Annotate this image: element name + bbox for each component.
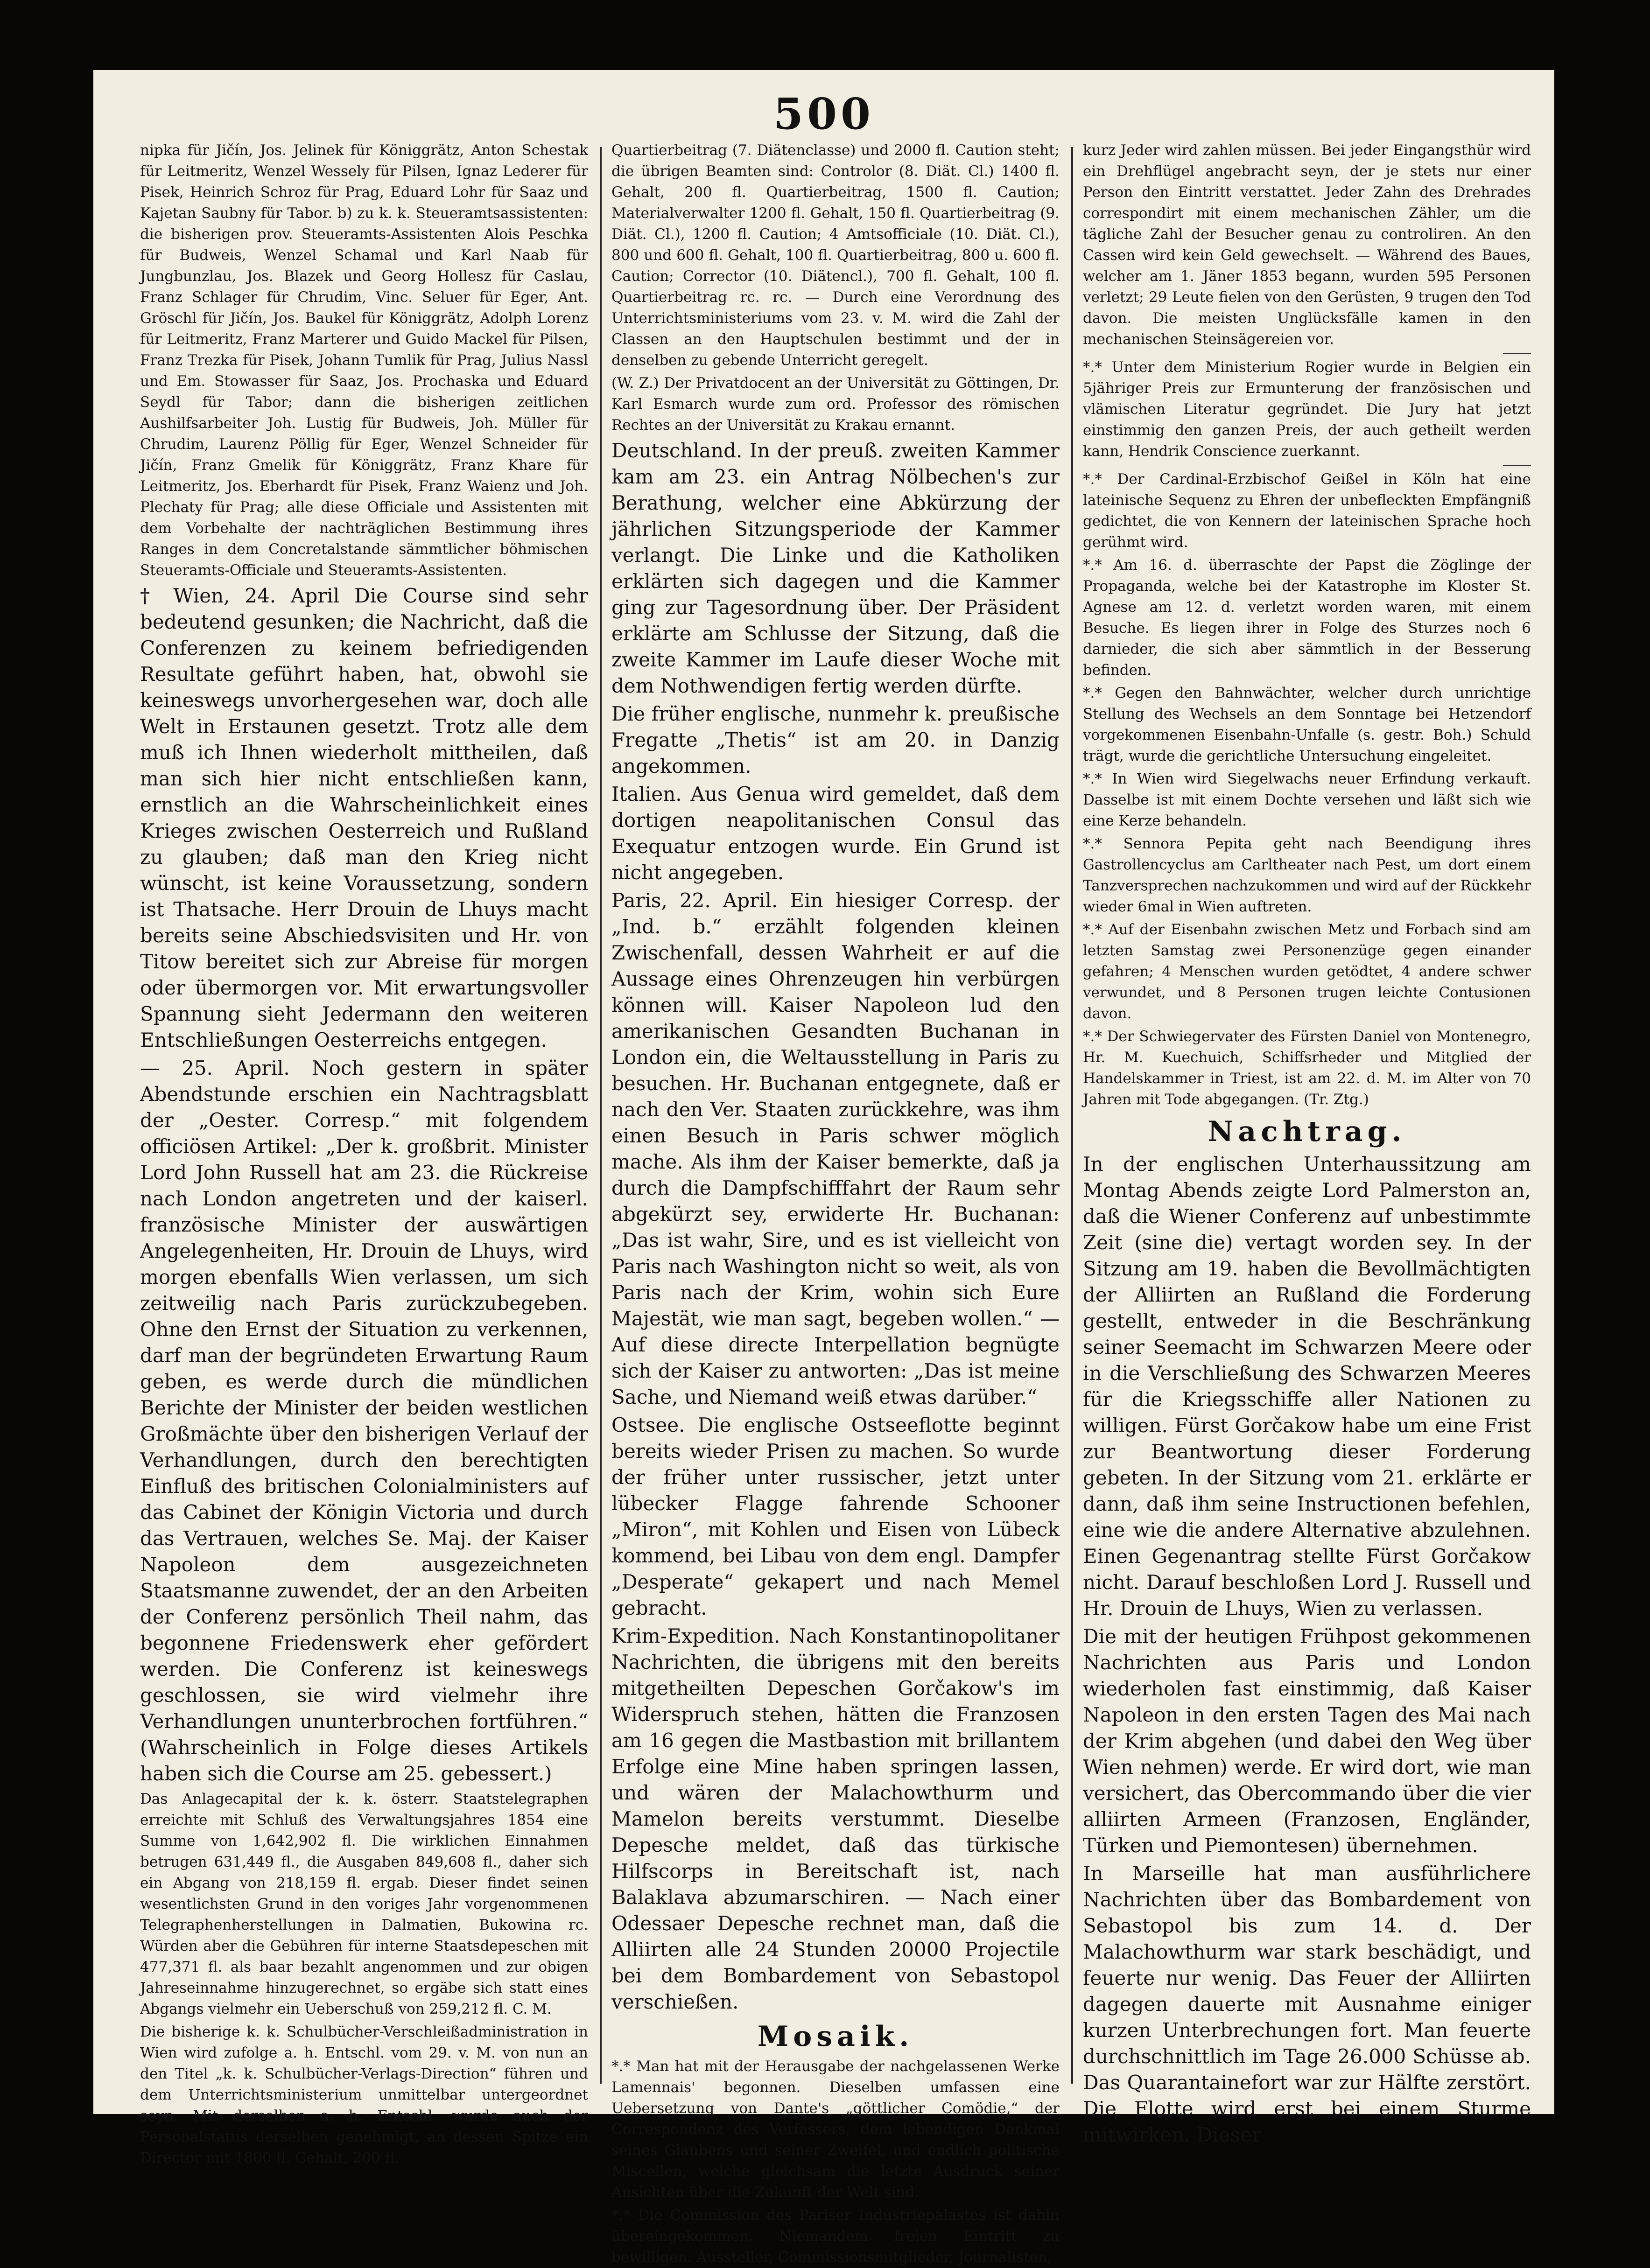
source-note: (Tr. Ztg.) <box>1304 1091 1369 1108</box>
article-ostsee: Ostsee. Die englische Ostseeflotte beginnt bereits wieder Prisen zu machen. So wurde der früher unter russischer, jetzt unter lübecker Flagge fahrende Schooner „Miron“, mit Kohlen und Eisen von Lübeck kommend, bei Libau von dem engl. Dampfer „Desperate“ gekapert und nach Memel gebracht. <box>611 1414 1060 1619</box>
nachtrag-fruehpost: Die mit der heutigen Frühpost gekommenen Nachrichten aus Paris und London wiederholen fast einstimmig, daß Kaiser Napoleon in den ersten Tagen des Mai nach der Krim abgehen (und dabei den Weg über Wien nehmen) werde. Er wird dort, wie man versichert, das Obercommando über die vier alliirten Armeen (Franzosen, Engländer, Türken und Piemontesen) übernehmen. <box>1083 1624 1531 1857</box>
nachtrag-unterhaus: In der englischen Unterhaussitzung am Montag Abends zeigte Lord Palmerston an, daß die Wiener Conferenz auf unbestimmte Zeit (sine die) vertagt worden sey. In der Sitzung am 19. haben die Bevollmächtigten der Alliirten an Rußland die Forderung gestellt, entweder in die Beschränkung seiner Seemacht im Schwarzen Meere oder in die Verschließung des Schwarzen Meeres für die Kriegsschiffe aller Nationen zu willigen. Fürst Gorčakow habe um eine Frist zur Beantwortung dieser Forderung gebeten. In der Sitzung vom 21. erklärte er dann, daß ihm seine Instructionen befehlen, eine wie die andere Alternative abzulehnen. Einen Gegenantrag stellte Fürst Gorčakow nicht. Darauf beschloßen Lord J. Russell und Hr. Drouin de Lhuys, Wien zu verlassen. <box>1083 1152 1531 1620</box>
mosaik-item-lamennais: *.* Man hat mit der Herausgabe der nachgelassenen Werke Lamennais' begonnen. Dieselben umfassen eine Uebersetzung von Dante's „göttlicher Comödie,“ der Correspondenz des Verfassers, dem lebendigen Denkmal seines Glaubens und seiner Zweifel, und endlich politische Miscellen, welche gleichsam die letzte Ausdruck seiner Ansichten über die Zukunft der Welt sind. <box>611 2058 1060 2201</box>
mosaik-item-siegelwachs: *.* In Wien wird Siegelwachs neuer Erfindung verkauft. Dasselbe ist mit einem Dochte versehen und läßt sich wie eine Kerze behandeln. <box>1083 770 1531 829</box>
mosaik-item-geissel: *.* Der Cardinal-Erzbischof Geißel in Köln hat eine lateinische Sequenz zu Ehren der unbefleckten Empfängniß gedichtet, die von Kennern der lateinischen Sprache hoch gerühmt wird. <box>1083 471 1531 551</box>
article-privatdocent: (W. Z.) Der Privatdocent an der Universität zu Göttingen, Dr. Karl Esmarch wurde zum ord. Professor des römischen Rechtes an der Universität zu Krakau ernannt. <box>611 375 1060 434</box>
article-wien-25-april: — 25. April. Noch gestern in später Abendstunde erschien ein Nachtragsblatt der „Oester. Corresp.“ mit folgendem officiösen Artikel: „Der k. großbrit. Minister Lord John Russell hat am 23. die Rückreise nach London angetreten und der kaiserl. französische Minister der auswärtigen Angelegenheiten, Hr. Drouin de Lhuys, wird morgen ebenfalls Wien verlassen, um sich zeitweilig nach Paris zurückzubegeben. Ohne den Ernst der Situation zu verkennen, darf man der begründeten Erwartung Raum geben, es werde durch die mündlichen Berichte der Minister der beiden westlichen Großmächte über den bisherigen Verlauf der Verhandlungen, durch den berechtigten Einfluß des britischen Colonialministers auf das Cabinet der Königin Victoria und durch das Vertrauen, welches Se. Maj. der Kaiser Napoleon dem ausgezeichneten Staatsmanne zuwendet, der an den Arbeiten der Conferenz persönlich Theil nahm, das begonnene Friedenswerk eher gefördert werden. Die Conferenz ist keineswegs geschlossen, sie wird vielmehr ihre Verhandlungen ununterbrochen fortführen.“ (Wahrscheinlich in Folge dieses Artikels haben sich die Course am 25. gebessert.) <box>140 1057 588 1785</box>
mosaik-item-eisenbahn: *.* Auf der Eisenbahn zwischen Metz und Forbach sind am letzten Samstag zwei Personenzüge gegen einander gefahren; 4 Menschen wurden getödtet, 4 andere schwer verwundet, und 8 Personen trugen leichte Contusionen davon. <box>1083 921 1531 1022</box>
section-heading-nachtrag: Nachtrag. <box>1208 1115 1406 1148</box>
article-thetis: Die früher englische, nunmehr k. preußische Fregatte „Thetis“ ist am 20. in Danzig angekommen. <box>611 702 1060 777</box>
separator <box>1503 465 1531 466</box>
article-deutschland: Deutschland. In der preuß. zweiten Kammer kam am 23. ein Antrag Nölbechen's zur Berathung, welcher eine Abkürzung der jährlichen Sitzungsperiode der Kammer verlangt. Die Linke und die Katholiken erklärten sich dagegen und die Kammer ging zur Tagesordnung über. Der Präsident erklärte am Schlusse der Sitzung, daß die zweite Kammer im Laufe dieser Woche mit dem Nothwendigen fertig werden dürfte. <box>611 439 1060 697</box>
column-rule <box>600 147 602 2084</box>
column-right <box>1083 140 1531 2146</box>
column-middle <box>611 140 1060 2266</box>
article-paris: Paris, 22. April. Ein hiesiger Corresp. der „Ind. b.“ erzählt folgenden kleinen Zwischenfall, dessen Wahrheit er auf die Aussage eines Ohrenzeugen hin verbürgen können will. Kaiser Napoleon lud den amerikanischen Gesandten Buchanan in London ein, die Weltausstellung in Paris zu besuchen. Hr. Buchanan entgegnete, daß er nach den Ver. Staaten zurückkehre, was ihm einen Besuch in Paris schwer möglich mache. Als ihm der Kaiser bemerkte, daß ja durch die Dampfschifffahrt der Raum sehr abgekürzt sey, erwiderte Hr. Buchanan: „Das ist wahr, Sire, und es ist vielleicht von Paris nach Washington nicht so weit, als von Paris nach der Krim, wohin sich Eure Majestät, wie man sagt, begeben wollen.“ — Auf diese directe Interpellation begnügte sich der Kaiser zu antworten: „Das ist meine Sache, und Niemand weiß etwas darüber.“ <box>611 889 1060 1408</box>
column-rule <box>1071 147 1073 2084</box>
mosaik-item-eintritt: kurz Jeder wird zahlen müssen. Bei jeder Eingangsthür wird ein Drehflügel angebracht seyn, der je stets nur einer Person den Eintritt verstattet. Jeder Zahn des Drehrades correspondirt mit einem mechanischen Zähler, um die tägliche Zahl der Besucher genau zu controliren. An den Cassen wird kein Geld gewechselt. — Während des Baues, welcher am 1. Jäner 1853 begann, wurden 595 Personen verletzt; 29 Leute fielen von den Gerüsten, 9 trugen den Tod davon. Die meisten Unglücksfälle kamen in den mechanischen Steinsägereien vor. <box>1083 142 1531 348</box>
nachtrag-marseille: In Marseille hat man ausführlichere Nachrichten über das Bombardement von Sebastopol bis zum 14. d. Der Malachowthurm war stark beschädigt, und feuerte nur wenig. Das Feuer der Alliirten dagegen dauerte mit Ausnahme einiger kurzen Unterbrechungen fort. Man feuerte durchschnittlich im Tage 26.000 Schüsse ab. Das Quarantainefort war zur Hälfte zerstört. Die Flotte wird erst bei einem Sturme mitwirken. Dieser <box>1083 1862 1531 2146</box>
page-number: 500 <box>773 89 875 139</box>
article-schulbuecher: Die bisherige k. k. Schulbücher-Verschleißadministration in Wien wird zufolge a. h. Entschl. vom 29. v. M. von nun an den Titel „k. k. Schulbücher-Verlags-Direction“ führen und dem Unterrichtsministerium unmittelbar untergeordnet seyn. Mit derselben a. h. Entschl. wurde auch der Personalstatus derselben genehmigt, an dessen Spitze ein Director mit 1800 fl. Gehalt, 200 fl. <box>140 2023 588 2166</box>
appointments-list: nipka für Jičín, Jos. Jelinek für Königgrätz, Anton Schestak für Leitmeritz, Wenzel Wessely für Pilsen, Ignaz Lederer für Pisek, Heinrich Schroz für Prag, Eduard Lohr für Saaz und Kajetan Saubny für Tabor. b) zu k. k. Steueramtsassistenten: die bisherigen prov. Steueramts-Assistenten Alois Peschka für Budweis, Wenzel Schamal und Karl Naab für Jungbunzlau, Jos. Blazek und Georg Hollesz für Caslau, Franz Schlager für Chrudim, Vinc. Seluer für Eger, Ant. Gröschl für Jičín, Jos. Baukel für Königgrätz, Adolph Lorenz für Leitmeritz, Franz Marterer und Guido Mackel für Pilsen, Franz Trezka für Pisek, Johann Tumlik für Prag, Julius Nassl und Em. Stowasser für Saaz, Jos. Prochaska und Eduard Seydl für Tabor; dann die bisherigen zeitlichen Aushilfsarbeiter Joh. Lustig für Budweis, Joh. Müller für Chrudim, Laurenz Pöllig für Eger, Wenzel Schneider für Jičín, Franz Gmelik für Königgrätz, Franz Khare für Leitmeritz, Jos. Eberhardt für Pisek, Franz Waienz und Joh. Plechaty für Prag; alle diese Officiale und Assistenten mit dem Vorbehalte der nachträglichen Bestimmung ihres Ranges in dem Concretalstande sämmtlicher böhmischen Steueramts-Officiale und Steueramts-Assistenten. <box>140 142 588 579</box>
mosaik-item-bahnwaechter: *.* Gegen den Bahnwächter, welcher durch unrichtige Stellung des Wechsels an dem Sonntage bei Hetzendorf vorgekommenen Eisenbahn-Unfalle (s. gestr. Boh.) Schuld trägt, wurde die gerichtliche Untersuchung eingeleitet. <box>1083 685 1531 764</box>
article-wien-24-april: † Wien, 24. April Die Course sind sehr bedeutend gesunken; die Nachricht, daß die Conferenzen zu keinem befriedigenden Resultate geführt haben, hat, obwohl sie keineswegs unvorhergesehen war, doch alle Welt in Erstaunen gesetzt. Trotz alle dem muß ich Ihnen wiederholt mittheilen, daß man sich hier nicht entschließen kann, ernstlich an die Wahrscheinlichkeit eines Krieges zwischen Oesterreich und Rußland zu glauben; daß man den Krieg nicht wünscht, ist keine Voraussetzung, sondern ist Thatsache. Herr Drouin de Lhuys macht bereits seine Abschiedsvisiten und Hr. von Titow bereitet sich zur Abreise für morgen oder übermorgen vor. Mit erwartungsvoller Spannung sieht Jedermann den weiteren Entschließungen Oesterreichs entgegen. <box>140 584 588 1051</box>
article-quartierbeitrag: Quartierbeitrag (7. Diätenclasse) und 2000 fl. Caution steht; die übrigen Beamten sind: Controlor (8. Diät. Cl.) 1400 fl. Gehalt, 200 fl. Quartierbeitrag, 1500 fl. Caution; Materialverwalter 1200 fl. Gehalt, 150 fl. Quartierbeitrag (9. Diät. Cl.), 1200 fl. Caution; 4 Amtsofficiale (10. Diät. Cl.), 800 und 600 fl. Gehalt, 100 fl. Quartierbeitrag, 800 u. 600 fl. Caution; Corrector (10. Diätencl.), 700 fl. Gehalt, 100 fl. Quartierbeitrag rc. rc. — Durch eine Verordnung des Unterrichtsministeriums vom 23. v. M. wird die Zahl der Classen an den Hauptschulen bestimmt und der in denselben zu gebende Unterricht geregelt. <box>611 142 1060 369</box>
section-heading-mosaik: Mosaik. <box>757 2020 914 2053</box>
mosaik-item-montenegro <box>1083 1026 1531 1110</box>
newspaper-page <box>93 70 1554 2266</box>
article-staatstelegraphen: Das Anlagecapital der k. k. österr. Staatstelegraphen erreichte mit Schluß des Verwaltungsjahres 1854 eine Summe von 1,642,902 fl. Die wirklichen Einnahmen betrugen 631,449 fl., die Ausgaben 849,608 fl., daher sich ein Abgang von 218,159 fl. ergab. Dieser findet seinen wesentlichsten Grund in den voriges Jahr vorgenommenen Telegraphenherstellungen in Dalmatien, Bukowina rc. Würden aber die Gebühren für interne Staatsdepeschen mit 477,371 fl. als baar bezahlt angenommen und zur obigen Jahreseinnahme hinzugerechnet, so ergäbe sich statt eines Abgangs vielmehr ein Ueberschuß von 259,212 fl. C. M. <box>140 1791 588 2017</box>
mosaik-item-papst: *.* Am 16. d. überraschte der Papst die Zöglinge der Propaganda, welche bei der Katastrophe im Kloster St. Agnese am 12. d. verletzt worden waren, mit einem Besuche. Es liegen ihrer in Folge des Sturzes noch 6 darnieder, die sich aber sämmtlich in der Besserung befinden. <box>1083 557 1531 679</box>
montenegro-text: *.* Der Schwiegervater des Fürsten Daniel von Montenegro, Hr. M. Kuechuich, Schiffsrheder und Mitglied der Handelskammer in Triest, ist am 22. d. M. im Alter von 70 Jahren mit Tode abgegangen. <box>1083 1028 1531 1108</box>
article-krim-expedition: Krim-Expedition. Nach Konstantinopolitaner Nachrichten, die übrigens mit den bereits mitgetheilten Depeschen Gorčakow's im Widerspruch stehen, hätten die Franzosen am 16 gegen die Mastbastion mit brillantem Erfolge eine Mine haben springen lassen, und wären der Malachowthurm und Mamelon bereits verstummt. Dieselbe Depesche meldet, daß das türkische Hilfscorps in Bereitschaft ist, nach Balaklava abzumarschiren. — Nach einer Odessaer Depesche rechnet man, daß die Alliirten alle 24 Stunden 20000 Projectile bei dem Bombardement von Sebastopol verschießen. <box>611 1624 1060 2013</box>
article-italien: Italien. Aus Genua wird gemeldet, daß dem dortigen neapolitanischen Consul das Exequatur entzogen wurde. Ein Grund ist nicht angegeben. <box>611 783 1060 884</box>
mosaik-item-pepita: *.* Sennora Pepita geht nach Beendigung ihres Gastrollencyclus am Carltheater nach Pest, um dort einem Tanzversprechen nachzukommen und wird auf der Rückkehr wieder 6mal in Wien auftreten. <box>1083 835 1531 915</box>
separator <box>1503 353 1531 354</box>
mosaik-item-belgien: *.* Unter dem Ministerium Rogier wurde in Belgien ein 5jähriger Preis zur Ermunterung der französischen und vlämischen Literatur gegründet. Die Jury hat jetzt einstimmig den ganzen Preis, der auch getheilt werden kann, Hendrik Conscience zuerkannt. <box>1083 359 1531 460</box>
mosaik-item-industriepalast: *.* Die Commission des Pariser Industriepalastes ist dahin übereingekommen, Niemandem freien Eintritt zu bewilligen. Aussteller, Commissionsmitglieder, Journalisten, <box>611 2206 1060 2266</box>
column-left <box>140 140 588 2166</box>
